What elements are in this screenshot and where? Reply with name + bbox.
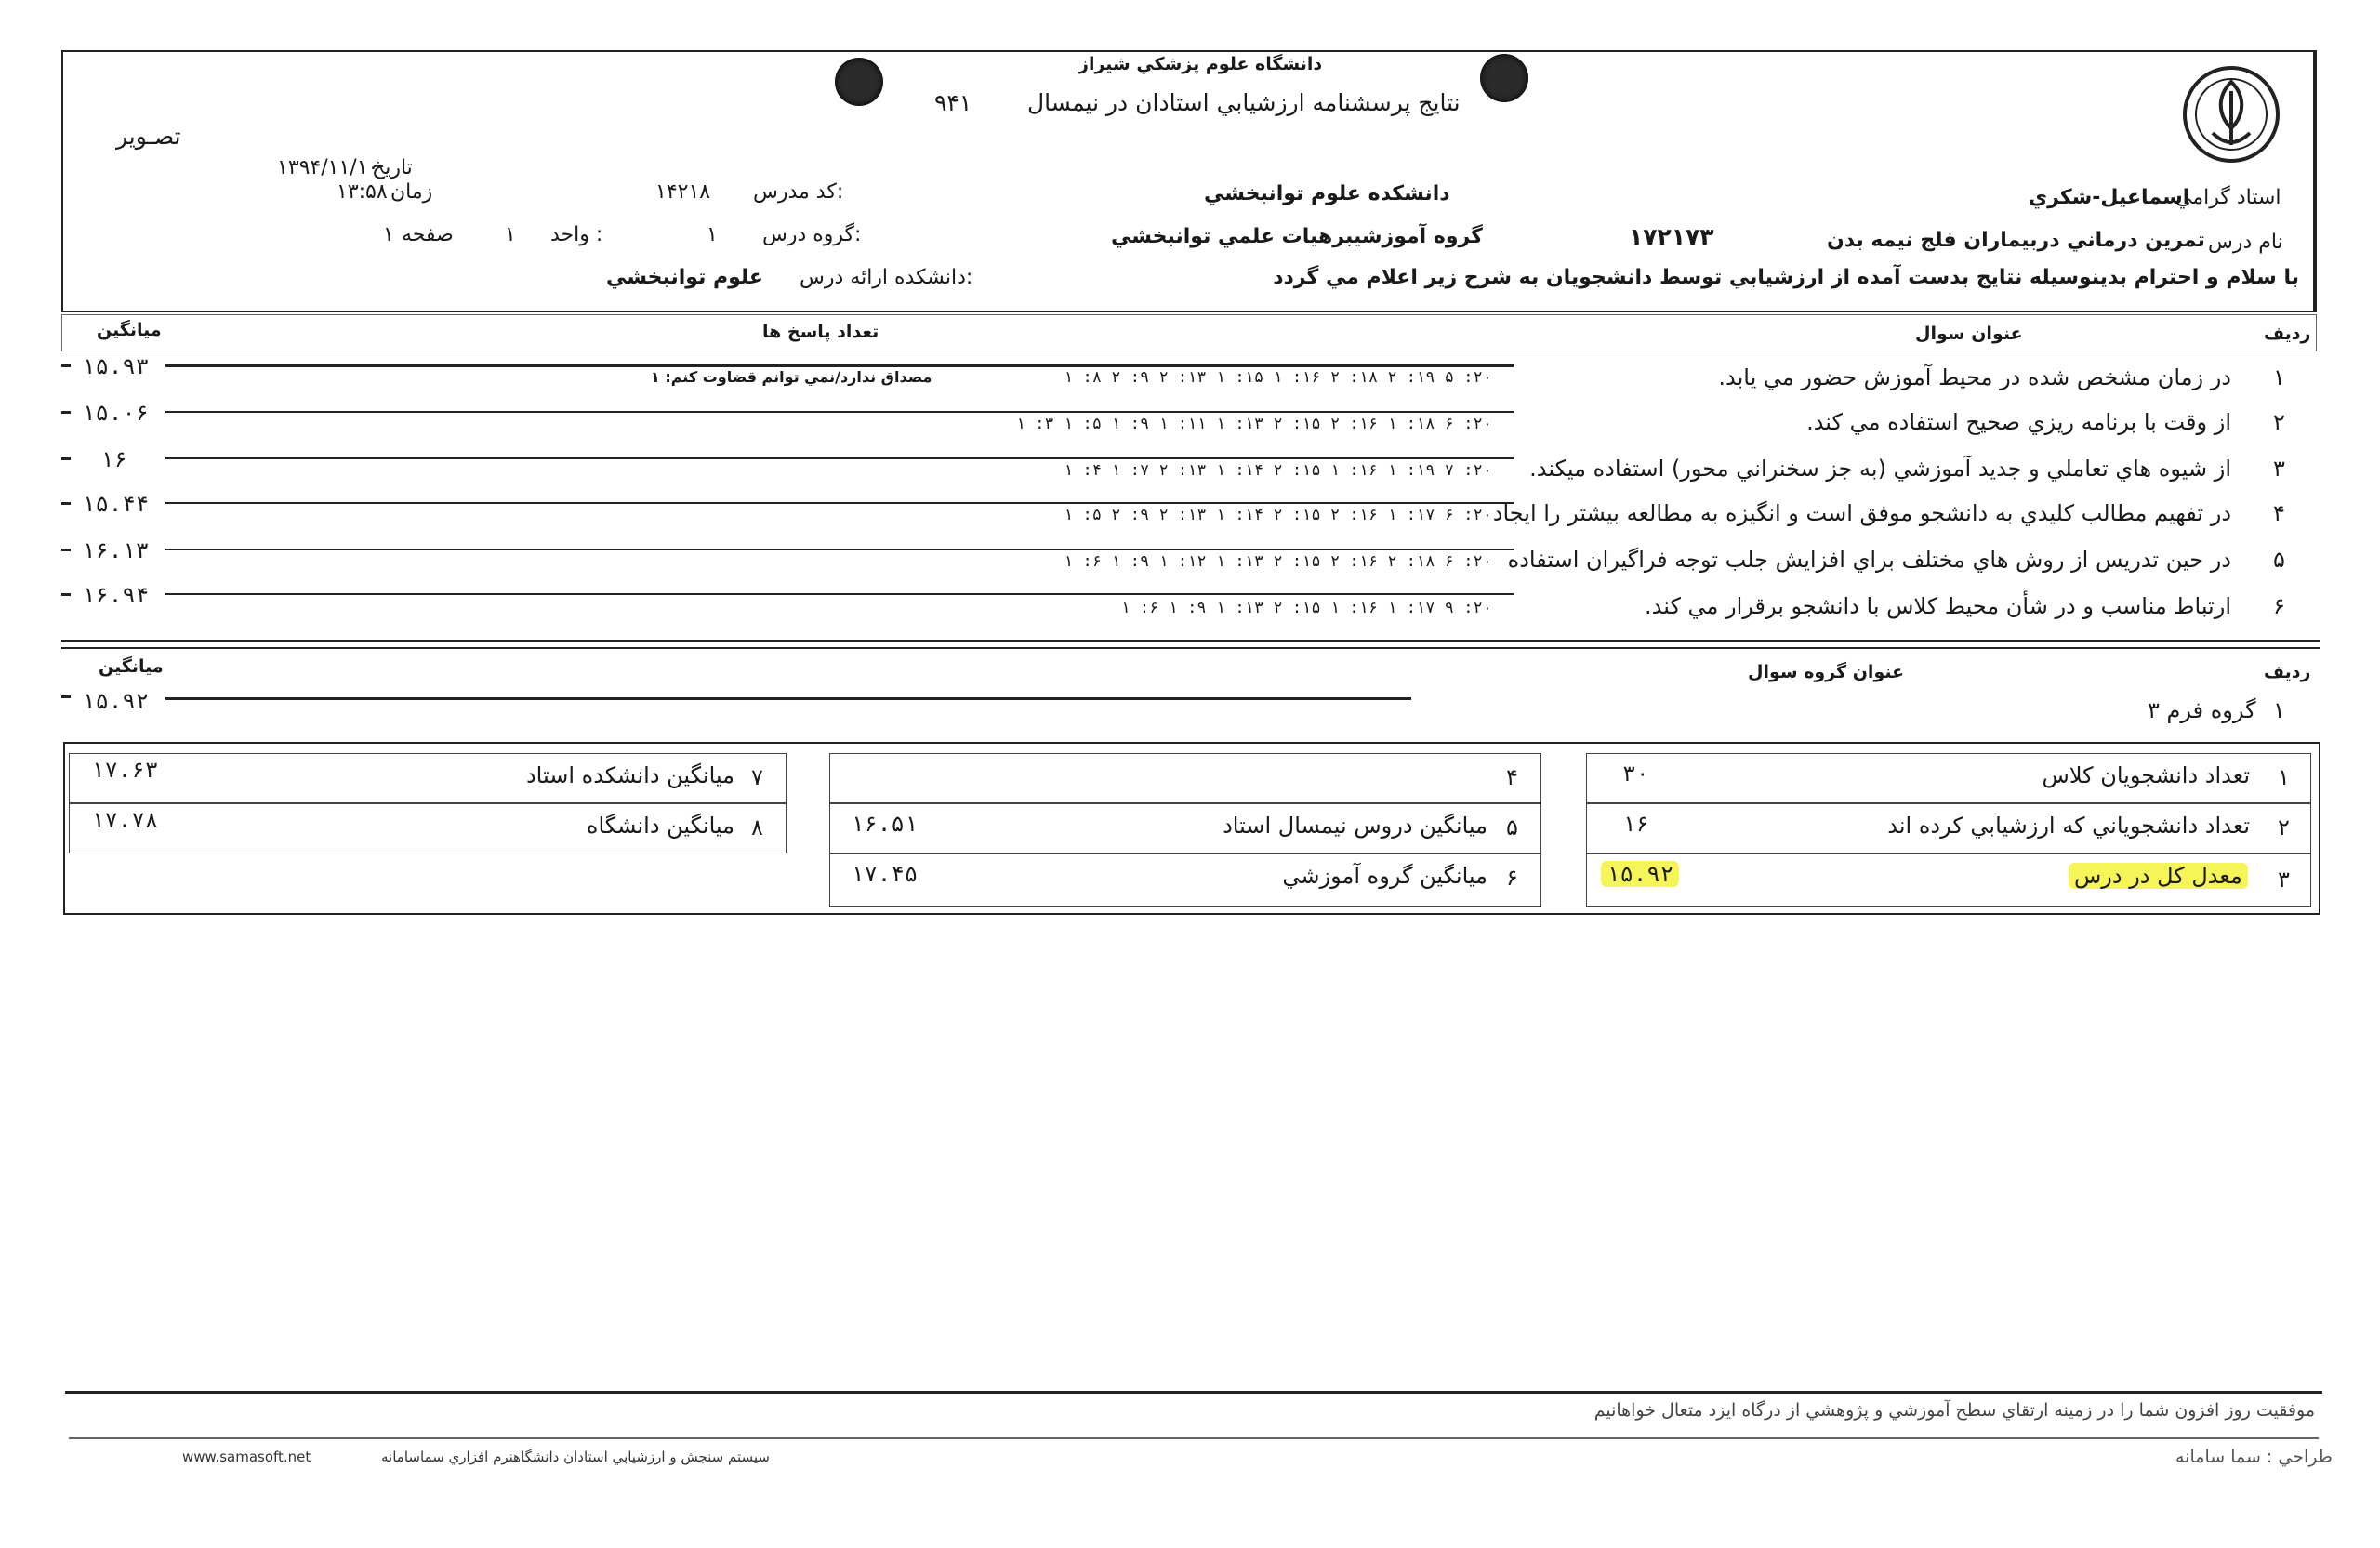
row-title: در زمان مشخص شده در محيط آموزش حضور مي يابد. xyxy=(1718,364,2231,390)
course-group-label: گروه درس: xyxy=(762,223,862,246)
col-avg: ميانگين xyxy=(97,320,162,340)
col-responses: تعداد پاسخ ها xyxy=(762,322,879,342)
page-number: ۱ xyxy=(383,223,394,246)
separator-line xyxy=(61,647,2320,649)
row-num: ۵ xyxy=(2273,547,2285,573)
footer-website[interactable]: www.samasoft.net xyxy=(182,1449,311,1465)
summary-label: ميانگين دانشگاه xyxy=(586,813,734,839)
row-responses: ۲۰: ۶ ۱۸: ۲ ۱۶: ۲ ۱۵: ۲ ۱۳: ۱ ۱۲: ۱ ۹: ۱ ۶: ۱ xyxy=(1063,552,1492,571)
group-avg: ۱۵.۹۲ xyxy=(82,688,150,714)
summary-value: ۱۵.۹۲ xyxy=(1601,861,1679,887)
row-responses: ۲۰: ۹ ۱۷: ۱ ۱۶: ۱ ۱۵: ۲ ۱۳: ۱ ۹: ۱ ۶: ۱ xyxy=(1120,599,1492,617)
summary-num: ۸ xyxy=(751,814,763,840)
time-label: زمان xyxy=(390,180,433,204)
summary-num: ۴ xyxy=(1506,764,1518,790)
summary-value: ۱۶ xyxy=(1622,811,1649,837)
group-title: گروه فرم ۳ xyxy=(2148,697,2256,723)
footer-system-name: سيستم سنجش و ارزشيابي استادان دانشگاهنرم افزاري سماسامانه xyxy=(381,1449,770,1465)
summary-value: ۱۷.۶۳ xyxy=(91,757,159,783)
unit: ۱ xyxy=(505,223,516,246)
course-code: ۱۷۲۱۷۳ xyxy=(1629,223,1714,250)
row-responses: ۲۰: ۵ ۱۹: ۲ ۱۸: ۲ ۱۶: ۱ ۱۵: ۱ ۱۳: ۲ ۹: ۲ ۸: ۱ xyxy=(1063,368,1492,387)
row-title: از وقت با برنامه ريزي صحيح استفاده مي كند. xyxy=(1806,409,2231,435)
row-responses: ۲۰: ۶ ۱۷: ۱ ۱۶: ۲ ۱۵: ۲ ۱۴: ۱ ۱۳: ۲ ۹: ۲ ۵: ۱ xyxy=(1063,506,1492,524)
row-avg: ۱۶.۱۳ xyxy=(82,537,150,563)
row-title: از شيوه هاي تعاملي و جديد آموزشي (به جز سخنراني محور) استفاده ميكند. xyxy=(1529,456,2231,482)
date-value: ۱۳۹۴/۱۱/۱۰ xyxy=(277,156,379,179)
row-avg: ۱۵.۴۴ xyxy=(82,491,150,517)
offering-faculty-label: دانشكده ارائه درس: xyxy=(800,266,973,289)
separator-line xyxy=(61,640,2320,642)
teacher-greeting: استاد گرامي xyxy=(2175,186,2281,209)
summary-num: ۶ xyxy=(1506,865,1518,891)
summary-label: ميانگين دانشكده استاد xyxy=(525,762,734,788)
time-value: ۱۳:۵۸ xyxy=(337,180,388,204)
group-col-row: رديف xyxy=(2264,662,2311,682)
footer-signature: طراحي : سما سامانه xyxy=(2175,1447,2333,1467)
summary-cell-4 xyxy=(829,753,1541,803)
footer-line xyxy=(65,1391,2322,1394)
semester: ۹۴۱ xyxy=(934,89,972,116)
footer-wish: موفقيت روز افزون شما را در زمينه ارتقاي سطح آموزشي و پژوهشي از درگاه ايزد متعال خواهانيم xyxy=(1593,1400,2315,1421)
group-col-title: عنوان گروه سوال xyxy=(1748,662,1905,682)
row-num: ۶ xyxy=(2273,593,2285,619)
summary-value: ۱۷.۴۵ xyxy=(851,861,919,887)
teacher-name: اسماعيل-شكري xyxy=(2029,186,2190,209)
intro-text: با سلام و احترام بدينوسيله نتايج بدست آمده از ارزشيابي توسط دانشجويان به شرح زير اعلام مي گردد xyxy=(1273,266,2299,289)
summary-num: ۷ xyxy=(751,764,763,790)
page-label: صفحه xyxy=(402,223,454,246)
footer-line-2 xyxy=(69,1437,2319,1439)
col-title: عنوان سوال xyxy=(1915,324,2023,344)
row-num: ۱ xyxy=(2273,364,2285,390)
col-row: رديف xyxy=(2264,324,2311,344)
summary-value: ۱۷.۷۸ xyxy=(91,807,159,833)
summary-num: ۳ xyxy=(2278,867,2290,893)
report-title: نتايج پرسشنامه ارزشيابي استادان در نيمسال xyxy=(1027,89,1461,116)
row-num: ۲ xyxy=(2273,409,2285,435)
row-title: در حين تدريس از روش هاي مختلف براي افزايش جلب توجه فراگيران استفاده xyxy=(1507,547,2231,573)
course-name: تمرين درماني دربيماران فلج نيمه بدن xyxy=(1827,229,2205,252)
course-group: ۱ xyxy=(707,223,718,246)
university-logo-icon xyxy=(2175,63,2287,165)
summary-label: ميانگين دروس نيمسال استاد xyxy=(1223,813,1488,839)
teacher-code: ۱۴۲۱۸ xyxy=(655,180,711,204)
row-avg: ۱۶ xyxy=(100,446,127,472)
group-row-line xyxy=(165,697,1411,700)
row-responses: ۲۰: ۷ ۱۹: ۱ ۱۶: ۱ ۱۵: ۲ ۱۴: ۱ ۱۳: ۲ ۷: ۱ ۴: ۱ xyxy=(1063,461,1492,480)
row-avg: ۱۵.۰۶ xyxy=(82,400,150,426)
department: گروه آموزشيبرهيات علمي توانبخشي xyxy=(1111,225,1483,248)
summary-num: ۱ xyxy=(2278,764,2290,790)
summary-value: ۳۰ xyxy=(1622,761,1649,787)
university-name: دانشگاه علوم پزشكي شيراز xyxy=(1078,54,1323,74)
row-title: در تفهيم مطالب كليدي به دانشجو موفق است و انگيزه به مطالعه بيشتر را ايجاد xyxy=(1492,500,2231,526)
row-responses: ۲۰: ۶ ۱۸: ۱ ۱۶: ۲ ۱۵: ۲ ۱۳: ۱ ۱۱: ۱ ۹: ۱ ۵: ۱ ۳: ۱ xyxy=(1015,415,1492,433)
row-avg: ۱۵.۹۳ xyxy=(82,353,150,379)
faculty: دانشكده علوم توانبخشي xyxy=(1204,182,1450,205)
punch-hole-right xyxy=(1480,54,1528,102)
summary-label: ميانگين گروه آموزشي xyxy=(1282,863,1488,889)
group-col-avg: ميانگين xyxy=(99,656,164,677)
summary-num: ۲ xyxy=(2278,814,2290,840)
teacher-code-label: كد مدرس: xyxy=(753,180,844,204)
row-note: مصداق ندارد/نمي توانم قضاوت كنم: ۱ xyxy=(651,368,932,386)
summary-label: تعداد دانشجويان كلاس xyxy=(2042,762,2250,788)
row-avg: ۱۶.۹۴ xyxy=(82,582,150,608)
unit-label: واحد : xyxy=(550,223,603,246)
punch-hole-left xyxy=(835,58,883,106)
summary-label: تعداد دانشجوياني كه ارزشيابي كرده اند xyxy=(1887,813,2250,839)
group-num: ۱ xyxy=(2273,697,2285,723)
offering-faculty: علوم توانبخشي xyxy=(606,266,763,289)
row-num: ۴ xyxy=(2273,500,2285,526)
row-num: ۳ xyxy=(2273,456,2285,482)
summary-value: ۱۶.۵۱ xyxy=(851,811,919,837)
summary-label: معدل كل در درس xyxy=(2069,863,2248,889)
summary-num: ۵ xyxy=(1506,814,1518,840)
row-title: ارتباط مناسب و در شأن محيط كلاس با دانشجو برقرار مي كند. xyxy=(1645,593,2231,619)
date-label: تاريخ xyxy=(372,156,413,179)
course-name-label: نام درس xyxy=(2208,231,2283,254)
image-label: تصـوير xyxy=(116,123,181,150)
